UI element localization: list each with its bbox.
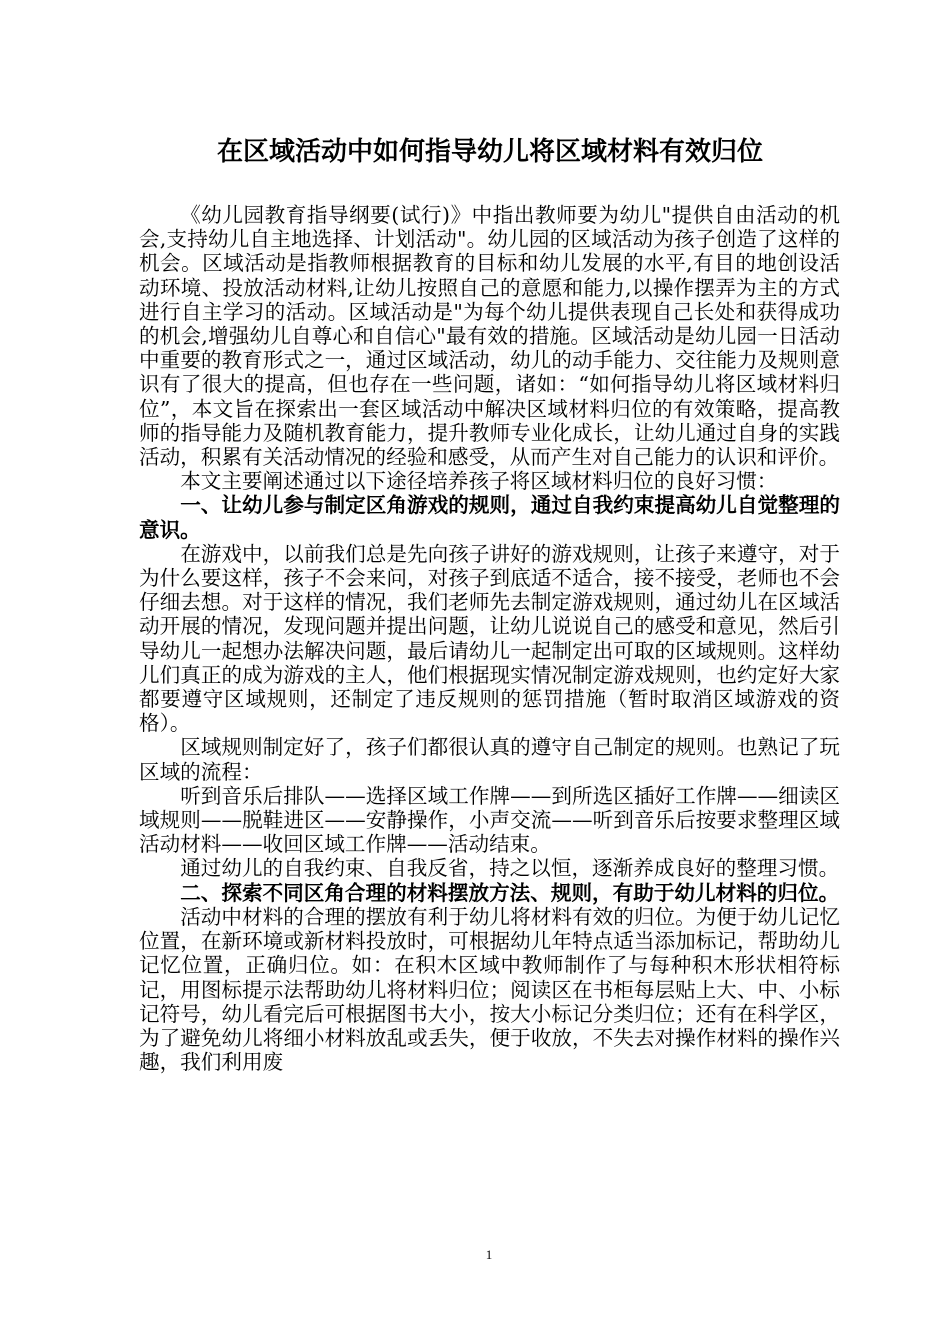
page-number: 1	[485, 1247, 493, 1262]
paragraph-process-flow: 听到音乐后排队——选择区域工作牌——到所选区插好工作牌——细读区域规则——脱鞋进区——安静操作，小声交流——听到音乐后按要求整理区域活动材料——收回区域工作牌——活动结束。	[139, 783, 840, 857]
document-body	[139, 203, 840, 1074]
section-heading-1: 一、让幼儿参与制定区角游戏的规则，通过自我约束提高幼儿自觉整理的意识。	[139, 493, 840, 542]
paragraph-section-2-body: 活动中材料的合理的摆放有利于幼儿将材料有效的归位。为便于幼儿记忆位置，在新环境或新材料投放时，可根据幼儿年特点适当添加标记，帮助幼儿记忆位置，正确归位。如：在积木区域中教师制作了与每种积木形状相符标记，用图标提示法帮助幼儿将材料归位；阅读区在书柜每层贴上大、中、小标记符号，幼儿看完后可根据图书大小，按大小标记分类归位；还有在科学区，为了避免幼儿将细小材料放乱或丢失，便于收放，不失去对操作材料的操作兴趣，我们利用废	[139, 904, 840, 1075]
paragraph-intro: 《幼儿园教育指导纲要(试行)》中指出教师要为幼儿"提供自由活动的机会,支持幼儿自主地选择、计划活动"。幼儿园的区域活动为孩子创造了这样的机会。区域活动是指教师根据教育的目标和幼儿发展的水平,有目的地创设活动环境、投放活动材料,让幼儿按照自己的意愿和能力,以操作摆弄为主的方式进行自主学习的活动。区域活动是"为每个幼儿提供表现自己长处和获得成功的机会,增强幼儿自尊心和自信心"最有效的措施。区域活动是幼儿园一日活动中重要的教育形式之一，通过区域活动，幼儿的动手能力、交往能力及规则意识有了很大的提高，但也存在一些问题，诸如：“如何指导幼儿将区域材料归位”，本文旨在探索出一套区域活动中解决区域材料归位的有效策略，提高教师的指导能力及随机教育能力，提升教师专业化成长，让幼儿通过自身的实践活动，积累有关活动情况的经验和感受，从而产生对自己能力的认识和评价。	[139, 203, 840, 470]
paragraph-overview: 本文主要阐述通过以下途径培养孩子将区域材料归位的良好习惯：	[180, 469, 778, 494]
section-heading-2: 二、探索不同区角合理的材料摆放方法、规则，有助于幼儿材料的归位。	[180, 880, 840, 905]
paragraph-rules-intro: 区域规则制定好了，孩子们都很认真的遵守自己制定的规则。也熟记了玩区域的流程：	[139, 735, 840, 784]
document-title: 在区域活动中如何指导幼儿将区域材料有效归位	[216, 137, 763, 167]
paragraph-habit: 通过幼儿的自我约束、自我反省，持之以恒，逐渐养成良好的整理习惯。	[180, 856, 840, 881]
paragraph-section-1-body: 在游戏中，以前我们总是先向孩子讲好的游戏规则，让孩子来遵守，对于为什么要这样，孩子不会来问，对孩子到底适不适合，接不接受，老师也不会仔细去想。对于这样的情况，我们老师先去制定游戏规则，通过幼儿在区域活动开展的情况，发现问题并提出问题，让幼儿说说自己的感受和意见，然后引导幼儿一起想办法解决问题，最后请幼儿一起制定出可取的区域规则。这样幼儿们真正的成为游戏的主人，他们根据现实情况制定游戏规则，也约定好大家都要遵守区域规则，还制定了违反规则的惩罚措施（暂时取消区域游戏的资格）。	[139, 541, 840, 736]
